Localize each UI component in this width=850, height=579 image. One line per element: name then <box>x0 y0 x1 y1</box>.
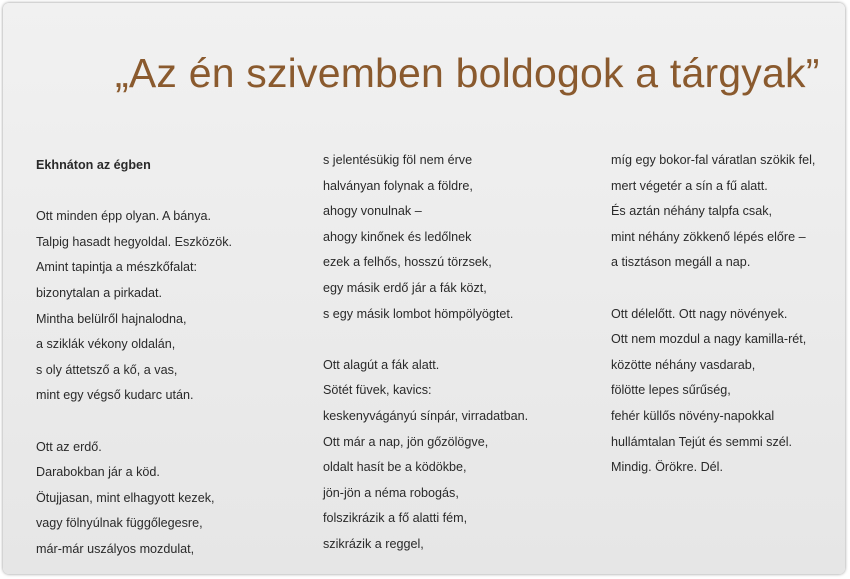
poem-column-1 <box>36 153 232 563</box>
poem-line: hullámtalan Tejút és semmi szél. <box>611 434 793 449</box>
poem-title: Ekhnáton az égben <box>36 158 151 172</box>
poem-line: egy másik erdő jár a fák közt, <box>323 280 487 295</box>
poem-line: Ott az erdő. <box>36 439 102 454</box>
poem-line: És aztán néhány talpfa csak, <box>611 204 773 219</box>
poem-line: míg egy bokor-fal váratlan szökik fel, <box>611 153 816 167</box>
poem-line: Ott délelőtt. Ott nagy növények. <box>611 306 788 321</box>
poem-line: Ötujjasan, mint elhagyott kezek, <box>36 490 215 505</box>
poem-column-3 <box>611 148 815 481</box>
poem-line: Ott alagút a fák alatt. <box>323 357 440 372</box>
poem-line: ahogy kinőnek és ledőlnek <box>323 229 472 244</box>
poem-line: s egy másik lombot hömpölyögtet. <box>323 306 514 321</box>
stanza-gap <box>36 179 232 205</box>
poem-line: oldalt hasít be a ködökbe, <box>323 460 467 475</box>
poem-line: ahogy vonulnak – <box>323 204 422 219</box>
poem-line: fölötte lepes sűrűség, <box>611 383 731 398</box>
poem-line: folszikrázik a fő alatti fém, <box>323 511 468 526</box>
poem-line: Darabokban jár a köd. <box>36 465 160 480</box>
poem-line: Ott minden épp olyan. A bánya. <box>36 209 212 224</box>
poem-line: jön-jön a néma robogás, <box>323 485 459 500</box>
poem-line: a tisztáson megáll a nap. <box>611 255 751 270</box>
poem-line: fehér küllős növény-napokkal <box>611 408 775 423</box>
poem-line: mint néhány zökkenő lépés előre – <box>611 229 806 244</box>
poem-line: vagy fölnyúlnak függőlegesre, <box>36 516 203 531</box>
poem-line: mert végetér a sín a fű alatt. <box>611 178 768 193</box>
poem-line: Ott nem mozdul a nagy kamilla-rét, <box>611 332 807 347</box>
poem-line: mint egy végső kudarc után. <box>36 388 194 403</box>
stanza-gap <box>323 327 528 353</box>
poem-line: szikrázik a reggel, <box>323 536 424 551</box>
poem-line: a sziklák vékony oldalán, <box>36 337 176 352</box>
slide-title: „Az én szivemben boldogok a tárgyak” <box>115 50 820 96</box>
poem-line: halványan folynak a földre, <box>323 178 473 193</box>
poem-line: már-már uszályos mozdulat, <box>36 541 195 556</box>
poem-column-2 <box>323 148 528 558</box>
stanza-gap <box>36 409 232 435</box>
poem-line: közötte néhány vasdarab, <box>611 357 756 372</box>
poem-line: keskenyvágányú sínpár, virradatban. <box>323 408 529 423</box>
poem-line: Mintha belülről hajnalodna, <box>36 311 187 326</box>
slide <box>3 3 845 574</box>
poem-line: ezek a felhős, hosszú törzsek, <box>323 255 492 270</box>
poem-line: Mindig. Örökre. Dél. <box>611 460 723 475</box>
poem-line: Talpig hasadt hegyoldal. Eszközök. <box>36 234 233 249</box>
poem-line: Sötét füvek, kavics: <box>323 383 432 398</box>
stanza-gap <box>611 276 815 302</box>
poem-line: Ott már a nap, jön gőzölögve, <box>323 434 489 449</box>
poem-line: bizonytalan a pirkadat. <box>36 285 163 300</box>
poem-line: s oly áttetsző a kő, a vas, <box>36 362 178 377</box>
poem-line: Amint tapintja a mészkőfalat: <box>36 260 197 275</box>
poem-line: s jelentésükig föl nem érve <box>323 153 473 167</box>
